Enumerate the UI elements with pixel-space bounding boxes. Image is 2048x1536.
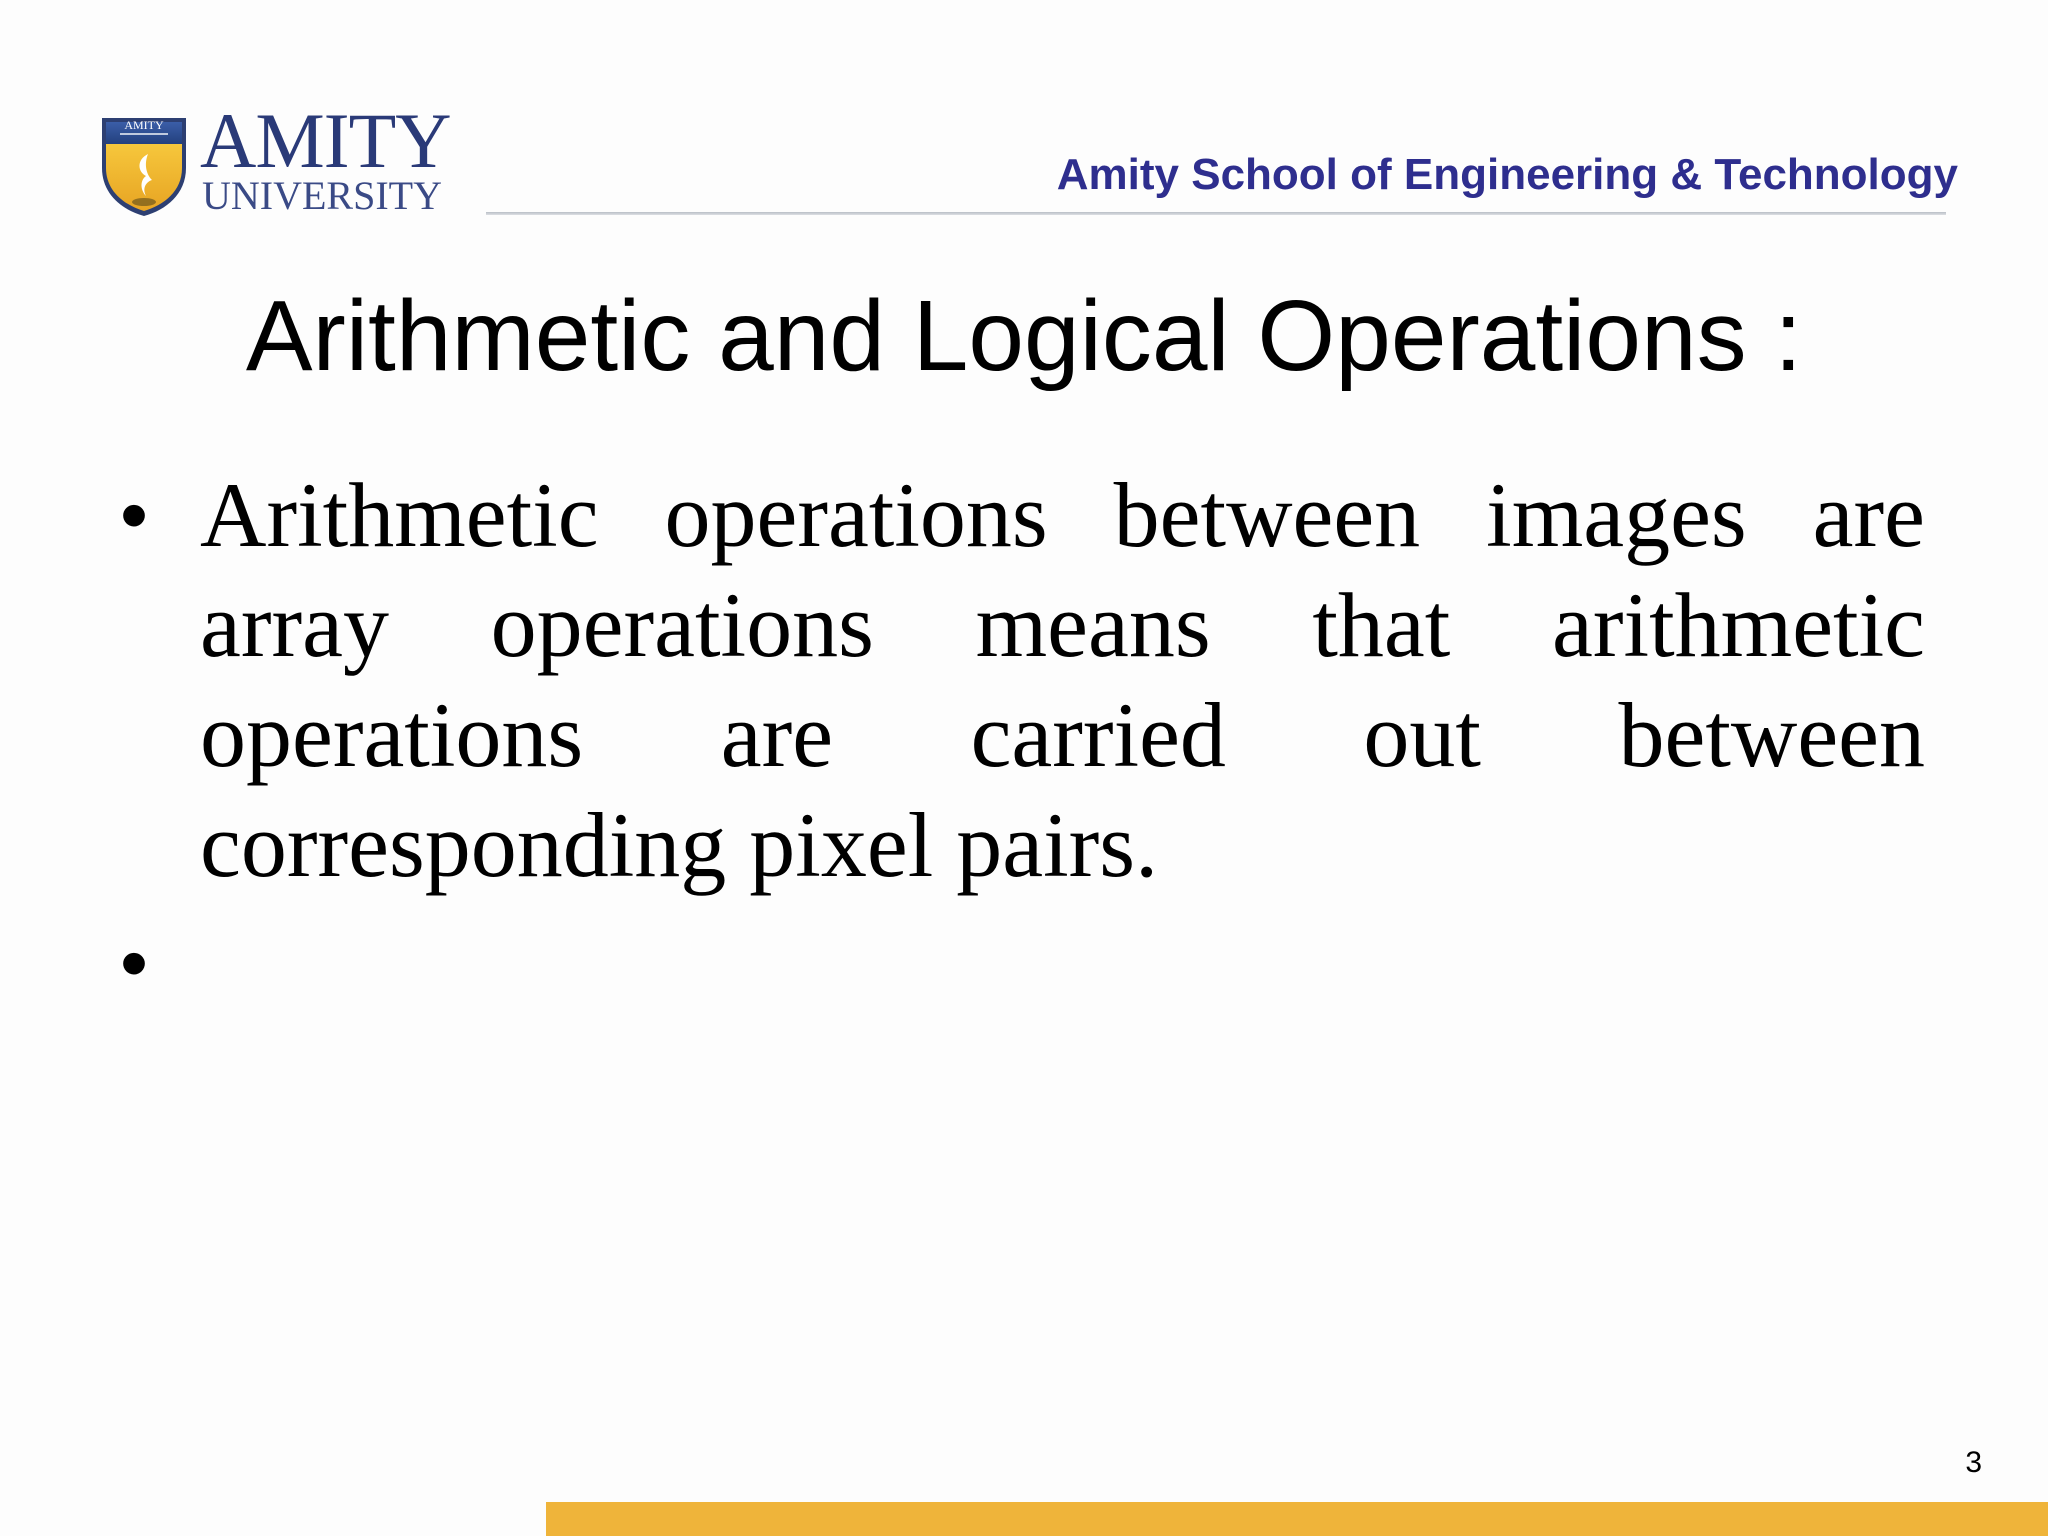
bullet-list	[120, 460, 1925, 1018]
logo-wordmark-amity: AMITY	[200, 97, 451, 184]
page-number: 3	[1965, 1446, 1982, 1479]
logo-wordmark-university: UNIVERSITY	[202, 173, 442, 218]
bullet-item	[120, 460, 1925, 900]
svg-text:AMITY: AMITY	[124, 118, 164, 132]
bullet-icon: •	[120, 918, 149, 1007]
header-divider	[486, 212, 1946, 215]
school-name: Amity School of Engineering & Technology	[1056, 150, 1958, 199]
bullet-text: Arithmetic operations between images are array operations means that arithmetic operations are carried out between corresponding pixel pairs.	[200, 464, 1925, 896]
shield-text	[96, 116, 192, 146]
bullet-item-empty	[120, 908, 1925, 1018]
footer-accent-bar	[546, 1502, 2048, 1536]
bullet-icon: •	[120, 470, 149, 559]
slide-title: Arithmetic and Logical Operations :	[245, 280, 1803, 392]
amity-university-logo	[96, 97, 451, 224]
